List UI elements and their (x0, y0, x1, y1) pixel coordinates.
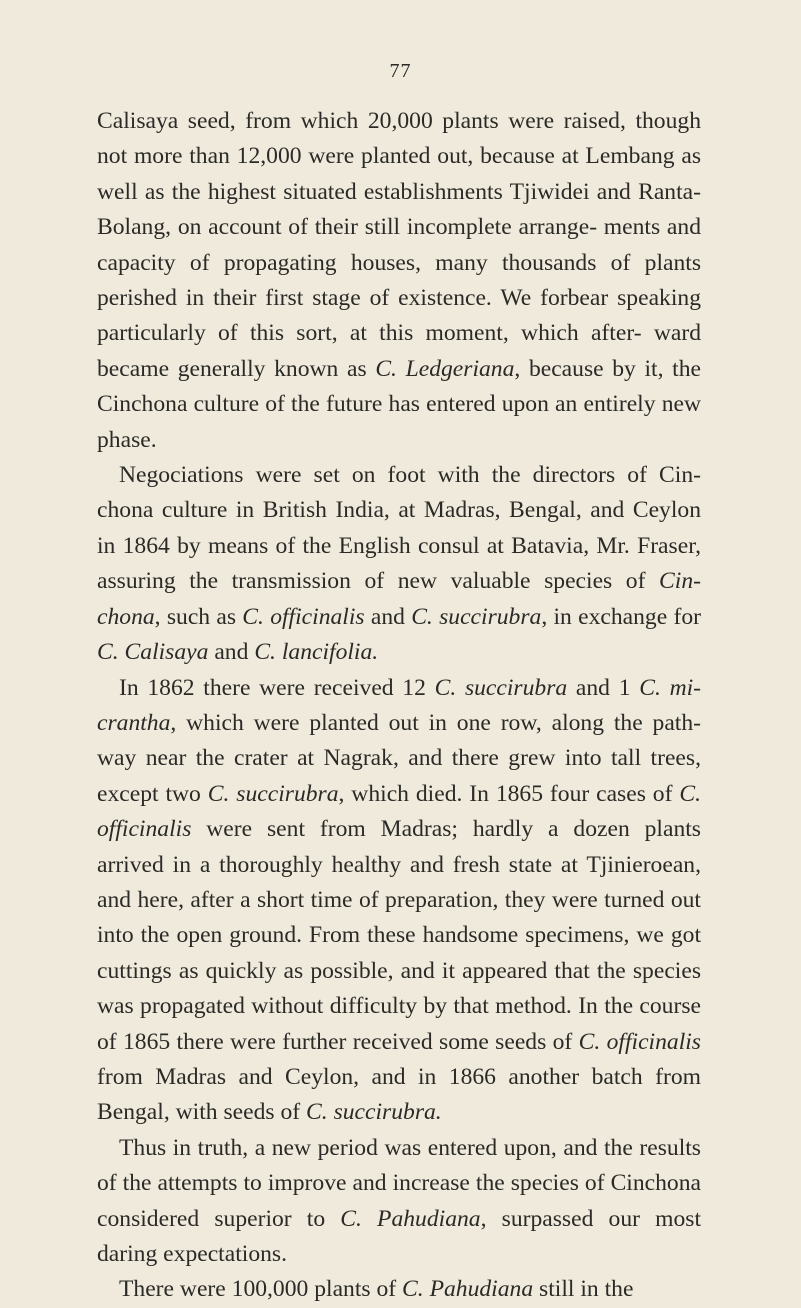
text-run: There were 100,000 plants of (119, 1276, 403, 1303)
paragraph (97, 458, 701, 670)
italic-text: C. succirubra (434, 674, 568, 701)
italic-text: C. mi- crantha (97, 674, 702, 736)
text-run: Calisaya seed, from which 20,000 plants were raised, though not more than 12,000 were planted out, because at Lembang as well as the highest situated establishments Tjiwidei and Ranta-Bolang, on account of their still incomplete arrange- ments and capacity of propagating houses, many thousands of plants perished in their first stage of existence. We forbear speaking particularly of this sort, at this moment, which after- ward became generally known as (97, 108, 701, 382)
italic-text: C. Ledgeriana (375, 355, 515, 382)
body-text (97, 104, 701, 1308)
italic-text: C. succirubra (411, 603, 542, 630)
text-run: , which were planted out in one row, along the path- way near the crater at Nagrak, and there grew into tall trees, except two (97, 709, 701, 807)
italic-text: C. succirubra (207, 780, 339, 807)
italic-text: C. Pahudiana (402, 1276, 534, 1303)
italic-text: C. succirubra. (306, 1099, 442, 1126)
text-run: In 1862 there were received 12 (119, 674, 435, 701)
text-run: still in the (533, 1276, 634, 1303)
text-run: , surpassed our most daring expectations. (97, 1205, 701, 1267)
text-run: , such as (154, 603, 243, 630)
paragraph (97, 1131, 701, 1273)
italic-text: C. lancifolia. (254, 639, 379, 666)
italic-text: C. officinalis (97, 780, 701, 843)
italic-text: Cin- chona (97, 568, 701, 630)
text-run: Thus in truth, a new period was entered upon, and the results of the attempts to improve and increase the species of Cinchona considered superior to (97, 1134, 701, 1232)
text-run: and 1 (567, 674, 640, 701)
italic-text: C. Calisaya (97, 639, 209, 666)
text-run: were sent from Madras; hardly a dozen plants arrived in a thoroughly healthy and fresh state at Tjinieroean, and here, after a short time of preparation, they were turned out into the open ground. From these handsome specimens, we got cuttings as quickly as possible, and it appeared that the species was propagated without difficulty by that method. In the course of 1865 there were further received some seeds of (97, 816, 701, 1055)
text-run: , in exchange for (541, 603, 701, 630)
italic-text: C. officinalis (578, 1028, 701, 1055)
paragraph (97, 104, 701, 458)
page-number: 77 (389, 60, 412, 82)
paragraph (97, 1272, 701, 1307)
paragraph (97, 671, 701, 1131)
italic-text: C. officinalis (242, 603, 365, 630)
text-run: , which died. In 1865 four cases of (338, 780, 680, 807)
italic-text: C. Pahudiana (340, 1205, 481, 1232)
text-run: Negociations were set on foot with the directors of Cin- chona culture in British India, at Madras, Bengal, and Ceylon in 1864 by means of the English consul at Batavia, Mr. Fraser, assuring the transmission of new valuable species of (97, 462, 701, 595)
text-run: from Madras and Ceylon, and in 1866 another batch from Bengal, with seeds of (97, 1063, 701, 1126)
text-run: and (364, 603, 412, 630)
text-run: and (208, 639, 255, 666)
text-run: , because by it, the Cinchona culture of the future has entered upon an entirely new phase. (97, 355, 701, 453)
